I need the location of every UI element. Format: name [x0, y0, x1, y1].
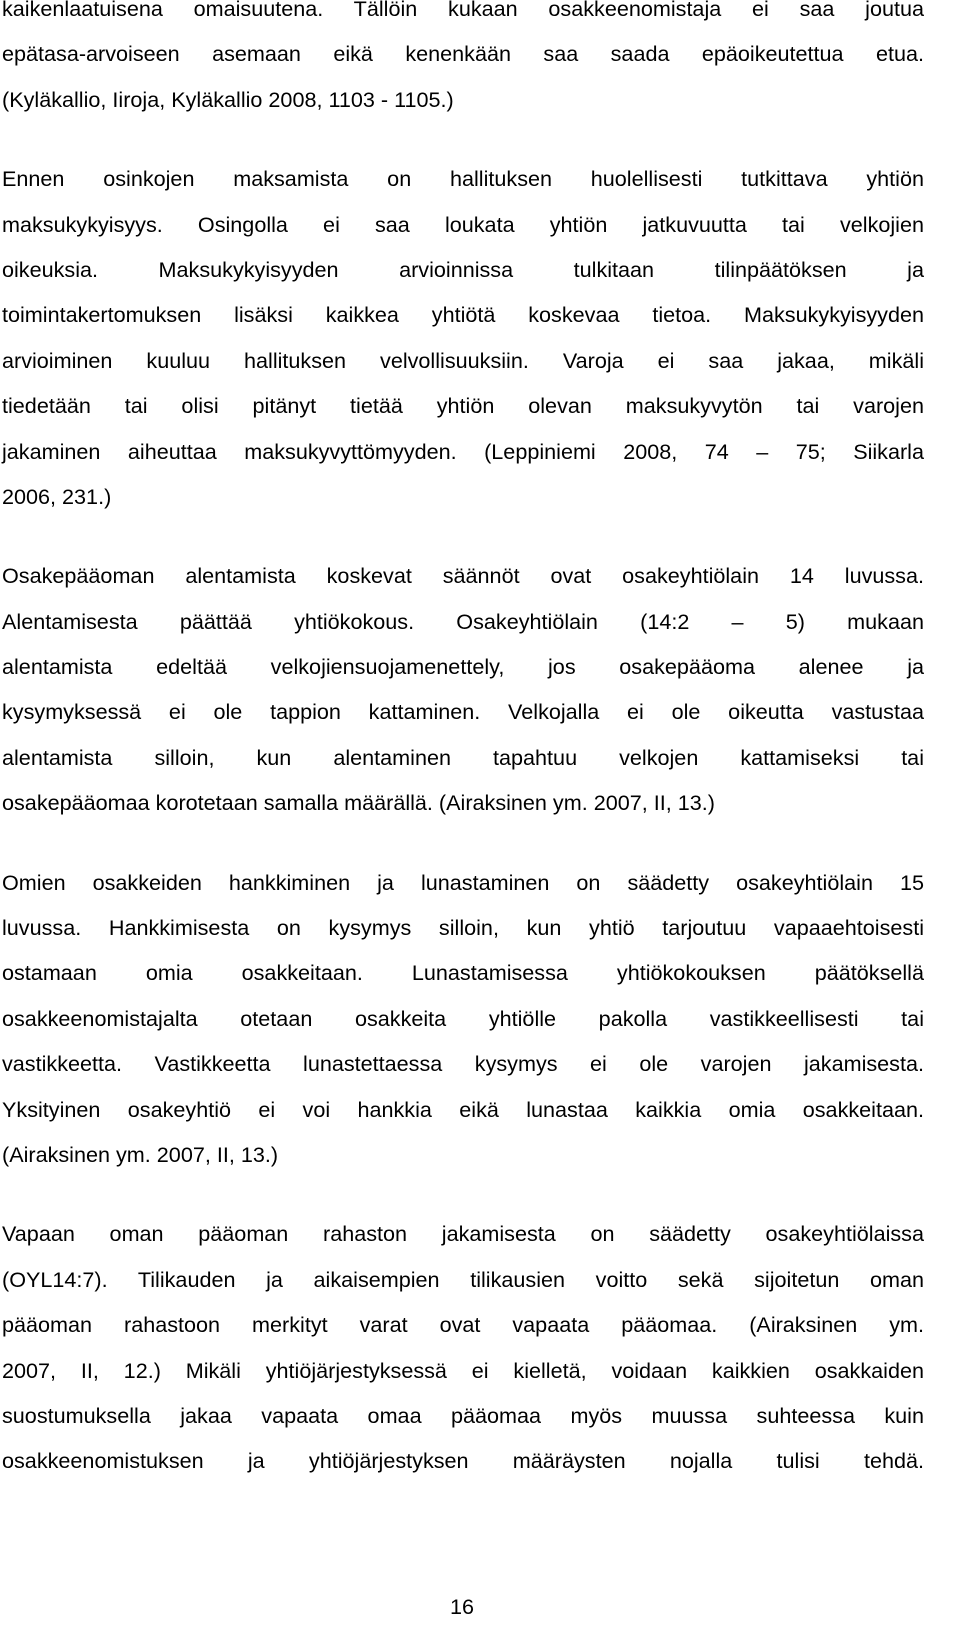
paragraph: [2, 553, 924, 825]
text-line: (OYL14:7). Tilikauden ja aikaisempien tilikausien voitto sekä sijoitetun oman: [2, 1266, 924, 1292]
text-line: alentamista edeltää velkojiensuojamenettely, jos osakepääoma alenee ja: [2, 654, 924, 680]
page-number: 16: [449, 1594, 475, 1619]
text-line: tiedetään tai olisi pitänyt tietää yhtiön olevan maksukyvytön tai varojen: [2, 393, 924, 419]
text-line: osakkeenomistuksen ja yhtiöjärjestyksen määräysten nojalla tulisi tehdä.: [2, 1448, 924, 1474]
text-line: vastikkeetta. Vastikkeetta lunastettaessa kysymys ei ole varojen jakamisesta.: [2, 1051, 924, 1077]
text-line: alentamista silloin, kun alentaminen tapahtuu velkojen kattamiseksi tai: [2, 744, 924, 770]
text-line: suostumuksella jakaa vapaata omaa pääomaa myös muussa suhteessa kuin: [2, 1402, 924, 1428]
paragraph: [2, 0, 924, 122]
text-line: 2006, 231.): [2, 483, 112, 509]
document-body: [2, 0, 924, 1484]
text-line: Omien osakkeiden hankkiminen ja lunastaminen on säädetty osakeyhtiölain 15: [2, 869, 924, 895]
text-line: ostamaan omia osakkeitaan. Lunastamisessa yhtiökokouksen päätöksellä: [2, 960, 924, 986]
text-line: (Airaksinen ym. 2007, II, 13.): [2, 1141, 279, 1167]
paragraph: [2, 156, 924, 519]
text-line: jakaminen aiheuttaa maksukyvyttömyyden. (Leppiniemi 2008, 74 – 75; Siikarla: [2, 438, 924, 464]
text-line: toimintakertomuksen lisäksi kaikkea yhtiötä koskevaa tietoa. Maksukykyisyyden: [2, 302, 924, 328]
text-line: kaikenlaatuisena omaisuutena. Tällöin kukaan osakkeenomistaja ei saa joutua: [2, 0, 924, 21]
text-line: oikeuksia. Maksukykyisyyden arvioinnissa tulkitaan tilinpäätöksen ja: [2, 256, 924, 282]
text-line: maksukykyisyys. Osingolla ei saa loukata yhtiön jatkuvuutta tai velkojien: [2, 211, 924, 237]
text-line: Vapaan oman pääoman rahaston jakamisesta on säädetty osakeyhtiölaissa: [2, 1221, 924, 1247]
text-line: Alentamisesta päättää yhtiökokous. Osakeyhtiölain (14:2 – 5) mukaan: [2, 608, 924, 634]
text-line: kysymyksessä ei ole tappion kattaminen. Velkojalla ei ole oikeutta vastustaa: [2, 699, 924, 725]
text-line: Osakepääoman alentamista koskevat säännöt ovat osakeyhtiölain 14 luvussa.: [2, 563, 924, 589]
text-line: epätasa-arvoiseen asemaan eikä kenenkään saa saada epäoikeutettua etua.: [2, 41, 924, 67]
text-line: 2007, II, 12.) Mikäli yhtiöjärjestyksessä ei kielletä, voidaan kaikkien osakkaiden: [2, 1357, 924, 1383]
text-line: Yksityinen osakeyhtiö ei voi hankkia eikä lunastaa kaikkia omia osakkeitaan.: [2, 1096, 924, 1122]
text-line: (Kyläkallio, Iiroja, Kyläkallio 2008, 1103 - 1105.): [2, 86, 454, 112]
paragraph: [2, 1211, 924, 1483]
text-line: pääoman rahastoon merkityt varat ovat vapaata pääomaa. (Airaksinen ym.: [2, 1312, 924, 1338]
paragraph: [2, 860, 924, 1178]
text-line: osakkeenomistajalta otetaan osakkeita yhtiölle pakolla vastikkeellisesti tai: [2, 1005, 924, 1031]
text-line: Ennen osinkojen maksamista on hallituksen huolellisesti tutkittava yhtiön: [2, 166, 924, 192]
text-line: osakepääomaa korotetaan samalla määrällä. (Airaksinen ym. 2007, II, 13.): [2, 790, 715, 816]
text-line: arvioiminen kuuluu hallituksen velvollisuuksiin. Varoja ei saa jakaa, mikäli: [2, 347, 924, 373]
text-line: luvussa. Hankkimisesta on kysymys silloin, kun yhtiö tarjoutuu vapaaehtoisesti: [2, 915, 924, 941]
document-page: [2, 0, 924, 1518]
